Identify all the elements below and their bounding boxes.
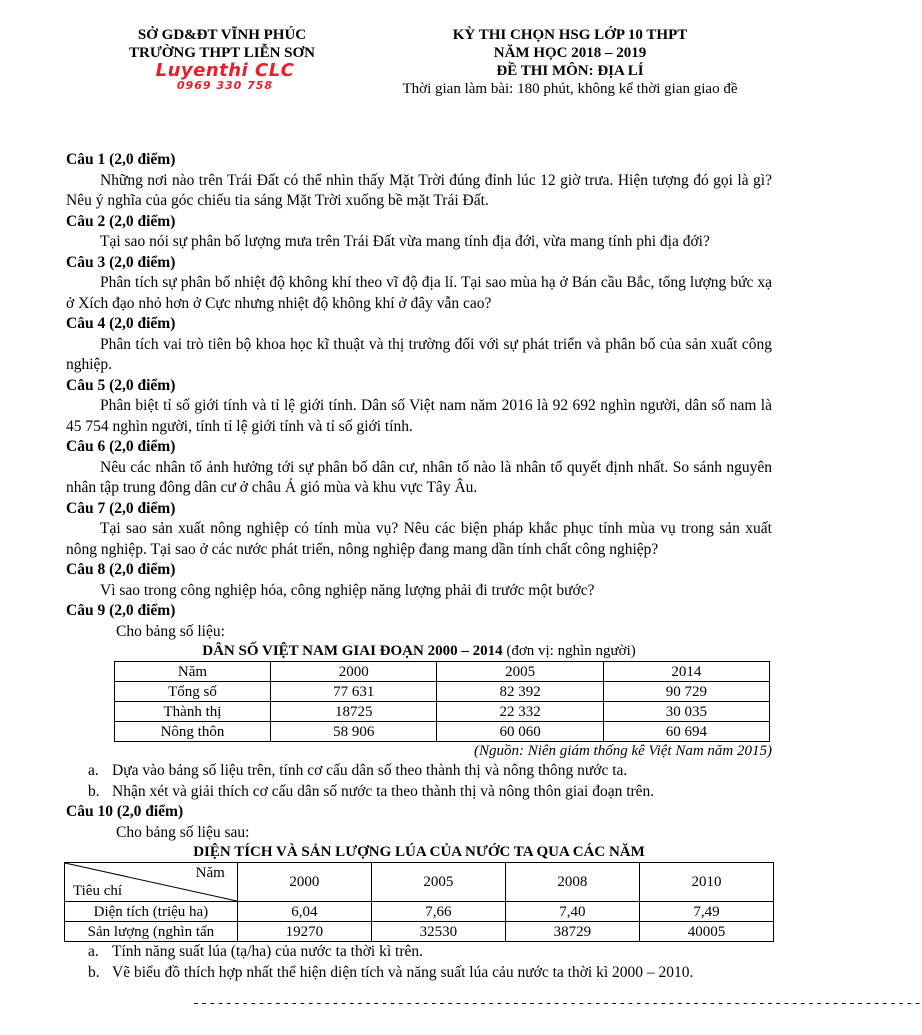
question-5 bbox=[66, 376, 772, 438]
question-8 bbox=[66, 560, 772, 601]
question-1 bbox=[66, 150, 772, 212]
question-text: Tại sao sản xuất nông nghiệp có tính mùa vụ? Nêu các biện pháp khắc phục tính mùa vụ trong sản xuất nông nghiệp. Tại sao ở các nước phát triển, nông nghiệp đang mang dần tính chất công nghiệp? bbox=[66, 520, 772, 558]
end-separator: ----------------------------------------------------------------------------------------- bbox=[192, 996, 922, 1011]
table-header-cell: 2008 bbox=[505, 863, 639, 902]
exam-header bbox=[370, 26, 770, 99]
sub-question-label: b. bbox=[88, 963, 100, 981]
table-row bbox=[65, 922, 774, 942]
sub-question-a bbox=[66, 942, 772, 963]
table-header-row bbox=[115, 662, 770, 682]
question-2 bbox=[66, 212, 772, 253]
school-header bbox=[92, 26, 352, 62]
table-cell: 7,66 bbox=[371, 902, 505, 922]
sub-question-label: b. bbox=[88, 782, 100, 800]
sub-question-label: a. bbox=[88, 943, 99, 960]
table-cell: Thành thị bbox=[115, 702, 271, 722]
question-text: Phân tích sự phân bố nhiệt độ không khí theo vĩ độ địa lí. Tại sao mùa hạ ở Bán cầu Bắc, tổng lượng bức xạ ở Xích đạo nhỏ hơn ở Cực nhưng nhiệt độ không khí ở đây vẫn cao? bbox=[66, 274, 772, 312]
table-row bbox=[115, 682, 770, 702]
question-10 bbox=[66, 802, 772, 983]
watermark-phone: 0969 330 758 bbox=[176, 79, 274, 92]
table-cell: 19270 bbox=[237, 922, 371, 942]
question-title: Câu 2 (2,0 điểm) bbox=[66, 212, 176, 230]
question-text: Phân tích vai trò tiên bộ khoa học kĩ thuật và thị trường đối với sự phát triển và phân bố của sản xuất công nghiệp. bbox=[66, 335, 772, 373]
table-cell: 7,40 bbox=[505, 902, 639, 922]
table-corner-cell bbox=[65, 863, 238, 902]
table-cell: 18725 bbox=[270, 702, 437, 722]
table-cell: 7,49 bbox=[639, 902, 773, 922]
table-header-cell: 2005 bbox=[371, 863, 505, 902]
table-header-cell: 2005 bbox=[437, 662, 603, 682]
question-title: Câu 9 (2,0 điểm) bbox=[66, 602, 176, 619]
department-name: SỞ GD&ĐT VĨNH PHÚC bbox=[137, 27, 307, 43]
question-9 bbox=[66, 601, 772, 802]
corner-label-year: Năm bbox=[195, 865, 225, 881]
question-7 bbox=[66, 499, 772, 561]
table-header-cell: 2000 bbox=[270, 662, 437, 682]
question-text: Vì sao trong công nghiệp hóa, công nghiệp năng lượng phải đi trước một bước? bbox=[100, 581, 595, 599]
table-cell: Sản lượng (nghìn tấn bbox=[65, 922, 238, 942]
school-name: TRƯỜNG THPT LIỄN SƠN bbox=[128, 45, 315, 61]
table-cell: 38729 bbox=[505, 922, 639, 942]
table-title bbox=[66, 642, 772, 661]
table-title-main: DIỆN TÍCH VÀ SẢN LƯỢNG LÚA CỦA NƯỚC TA QUA CÁC NĂM bbox=[193, 844, 645, 860]
school-year: NĂM HỌC 2018 – 2019 bbox=[493, 45, 647, 61]
table-title bbox=[66, 843, 772, 862]
question-title: Câu 7 (2,0 điểm) bbox=[66, 499, 176, 517]
question-3 bbox=[66, 253, 772, 315]
corner-label-criteria: Tiêu chí bbox=[73, 883, 123, 899]
table-header-cell: Năm bbox=[115, 662, 271, 682]
table-cell: Tổng số bbox=[115, 682, 271, 702]
table-cell: Diện tích (triệu ha) bbox=[65, 902, 238, 922]
table-cell: 32530 bbox=[371, 922, 505, 942]
sub-question-text: Nhận xét và giải thích cơ cấu dân số nước ta theo thành thị và nông thôn giai đoạn trên. bbox=[112, 782, 655, 800]
question-text: Tại sao nói sự phân bố lượng mưa trên Trái Đất vừa mang tính địa đới, vừa mang tính phi địa đới? bbox=[100, 233, 710, 250]
question-title: Câu 6 (2,0 điểm) bbox=[66, 438, 176, 455]
question-title: Câu 3 (2,0 điểm) bbox=[66, 253, 176, 271]
table-cell: 77 631 bbox=[270, 682, 437, 702]
question-title: Câu 1 (2,0 điểm) bbox=[66, 151, 176, 168]
question-text: Phân biệt tỉ số giới tính và tỉ lệ giới tính. Dân số Việt nam năm 2016 là 92 692 nghìn người, dân số nam là 45 754 nghìn người, tính tỉ lệ giới tính và tỉ số giới tính. bbox=[66, 397, 772, 435]
question-text: Những nơi nào trên Trái Đất có thể nhìn thấy Mặt Trời đúng đỉnh lúc 12 giờ trưa. Hiện tượng đó gọi là gì? Nêu ý nghĩa của góc chiếu tia sáng Mặt Trời xuống bề mặt Trái Đất. bbox=[66, 171, 772, 209]
table-title-main: DÂN SỐ VIỆT NAM GIAI ĐOẠN 2000 – 2014 bbox=[202, 643, 503, 659]
question-title: Câu 5 (2,0 điểm) bbox=[66, 376, 176, 394]
table-cell: Nông thôn bbox=[115, 722, 271, 742]
table-row bbox=[115, 702, 770, 722]
table-cell: 60 694 bbox=[603, 722, 769, 742]
table-header-cell: 2014 bbox=[603, 662, 769, 682]
question-6 bbox=[66, 437, 772, 499]
watermark-brand: Luyenthi CLC bbox=[155, 60, 295, 81]
question-title: Câu 10 (2,0 điểm) bbox=[66, 803, 184, 820]
rice-table bbox=[64, 862, 774, 942]
sub-question-b bbox=[66, 782, 772, 803]
question-4 bbox=[66, 314, 772, 376]
table-cell: 58 906 bbox=[270, 722, 437, 742]
sub-question-a bbox=[66, 761, 772, 782]
question-title: Câu 4 (2,0 điểm) bbox=[66, 315, 176, 332]
table-cell: 60 060 bbox=[437, 722, 603, 742]
question-title: Câu 8 (2,0 điểm) bbox=[66, 561, 176, 578]
table-cell: 30 035 bbox=[603, 702, 769, 722]
table-header-cell: 2010 bbox=[639, 863, 773, 902]
question-text: Nêu các nhân tố ảnh hưởng tới sự phân bố dân cư, nhân tố nào là nhân tố quyết định nhất. So sánh nguyên nhân tập trung đông dân cư ở châu Á gió mùa và khu vực Tây Âu. bbox=[66, 458, 772, 496]
table-row bbox=[65, 902, 774, 922]
table-header-row bbox=[65, 863, 774, 902]
table-row bbox=[115, 722, 770, 742]
table-cell: 82 392 bbox=[437, 682, 603, 702]
question-intro: Cho bảng số liệu: bbox=[116, 622, 225, 640]
table-cell: 22 332 bbox=[437, 702, 603, 722]
subject-title: ĐỀ THI MÔN: ĐỊA LÍ bbox=[496, 63, 644, 79]
watermark-logo bbox=[130, 62, 320, 92]
exam-content bbox=[66, 150, 772, 983]
sub-question-label: a. bbox=[88, 762, 99, 779]
table-cell: 40005 bbox=[639, 922, 773, 942]
exam-name: KỲ THI CHỌN HSG LỚP 10 THPT bbox=[452, 27, 688, 43]
table-cell: 90 729 bbox=[603, 682, 769, 702]
table-title-unit: (đơn vị: nghìn người) bbox=[502, 643, 636, 659]
time-allowed: Thời gian làm bài: 180 phút, không kể thời gian giao đề bbox=[402, 81, 738, 97]
sub-question-text: Tính năng suất lúa (tạ/ha) của nước ta thời kì trên. bbox=[112, 943, 424, 960]
table-cell: 6,04 bbox=[237, 902, 371, 922]
sub-question-b bbox=[66, 963, 772, 984]
population-table bbox=[114, 661, 770, 742]
sub-question-text: Dựa vào bảng số liệu trên, tính cơ cấu dân số theo thành thị và nông thông nước ta. bbox=[112, 762, 628, 779]
question-intro: Cho bảng số liệu sau: bbox=[116, 823, 250, 841]
table-header-cell: 2000 bbox=[237, 863, 371, 902]
sub-question-text: Vẽ biểu đồ thích hợp nhất thể hiện diện tích và năng suất lúa cảu nước ta thời kì 2000 – 2010. bbox=[112, 963, 694, 981]
table-source: (Nguồn: Niên giám thống kê Việt Nam năm 2015) bbox=[473, 743, 772, 759]
